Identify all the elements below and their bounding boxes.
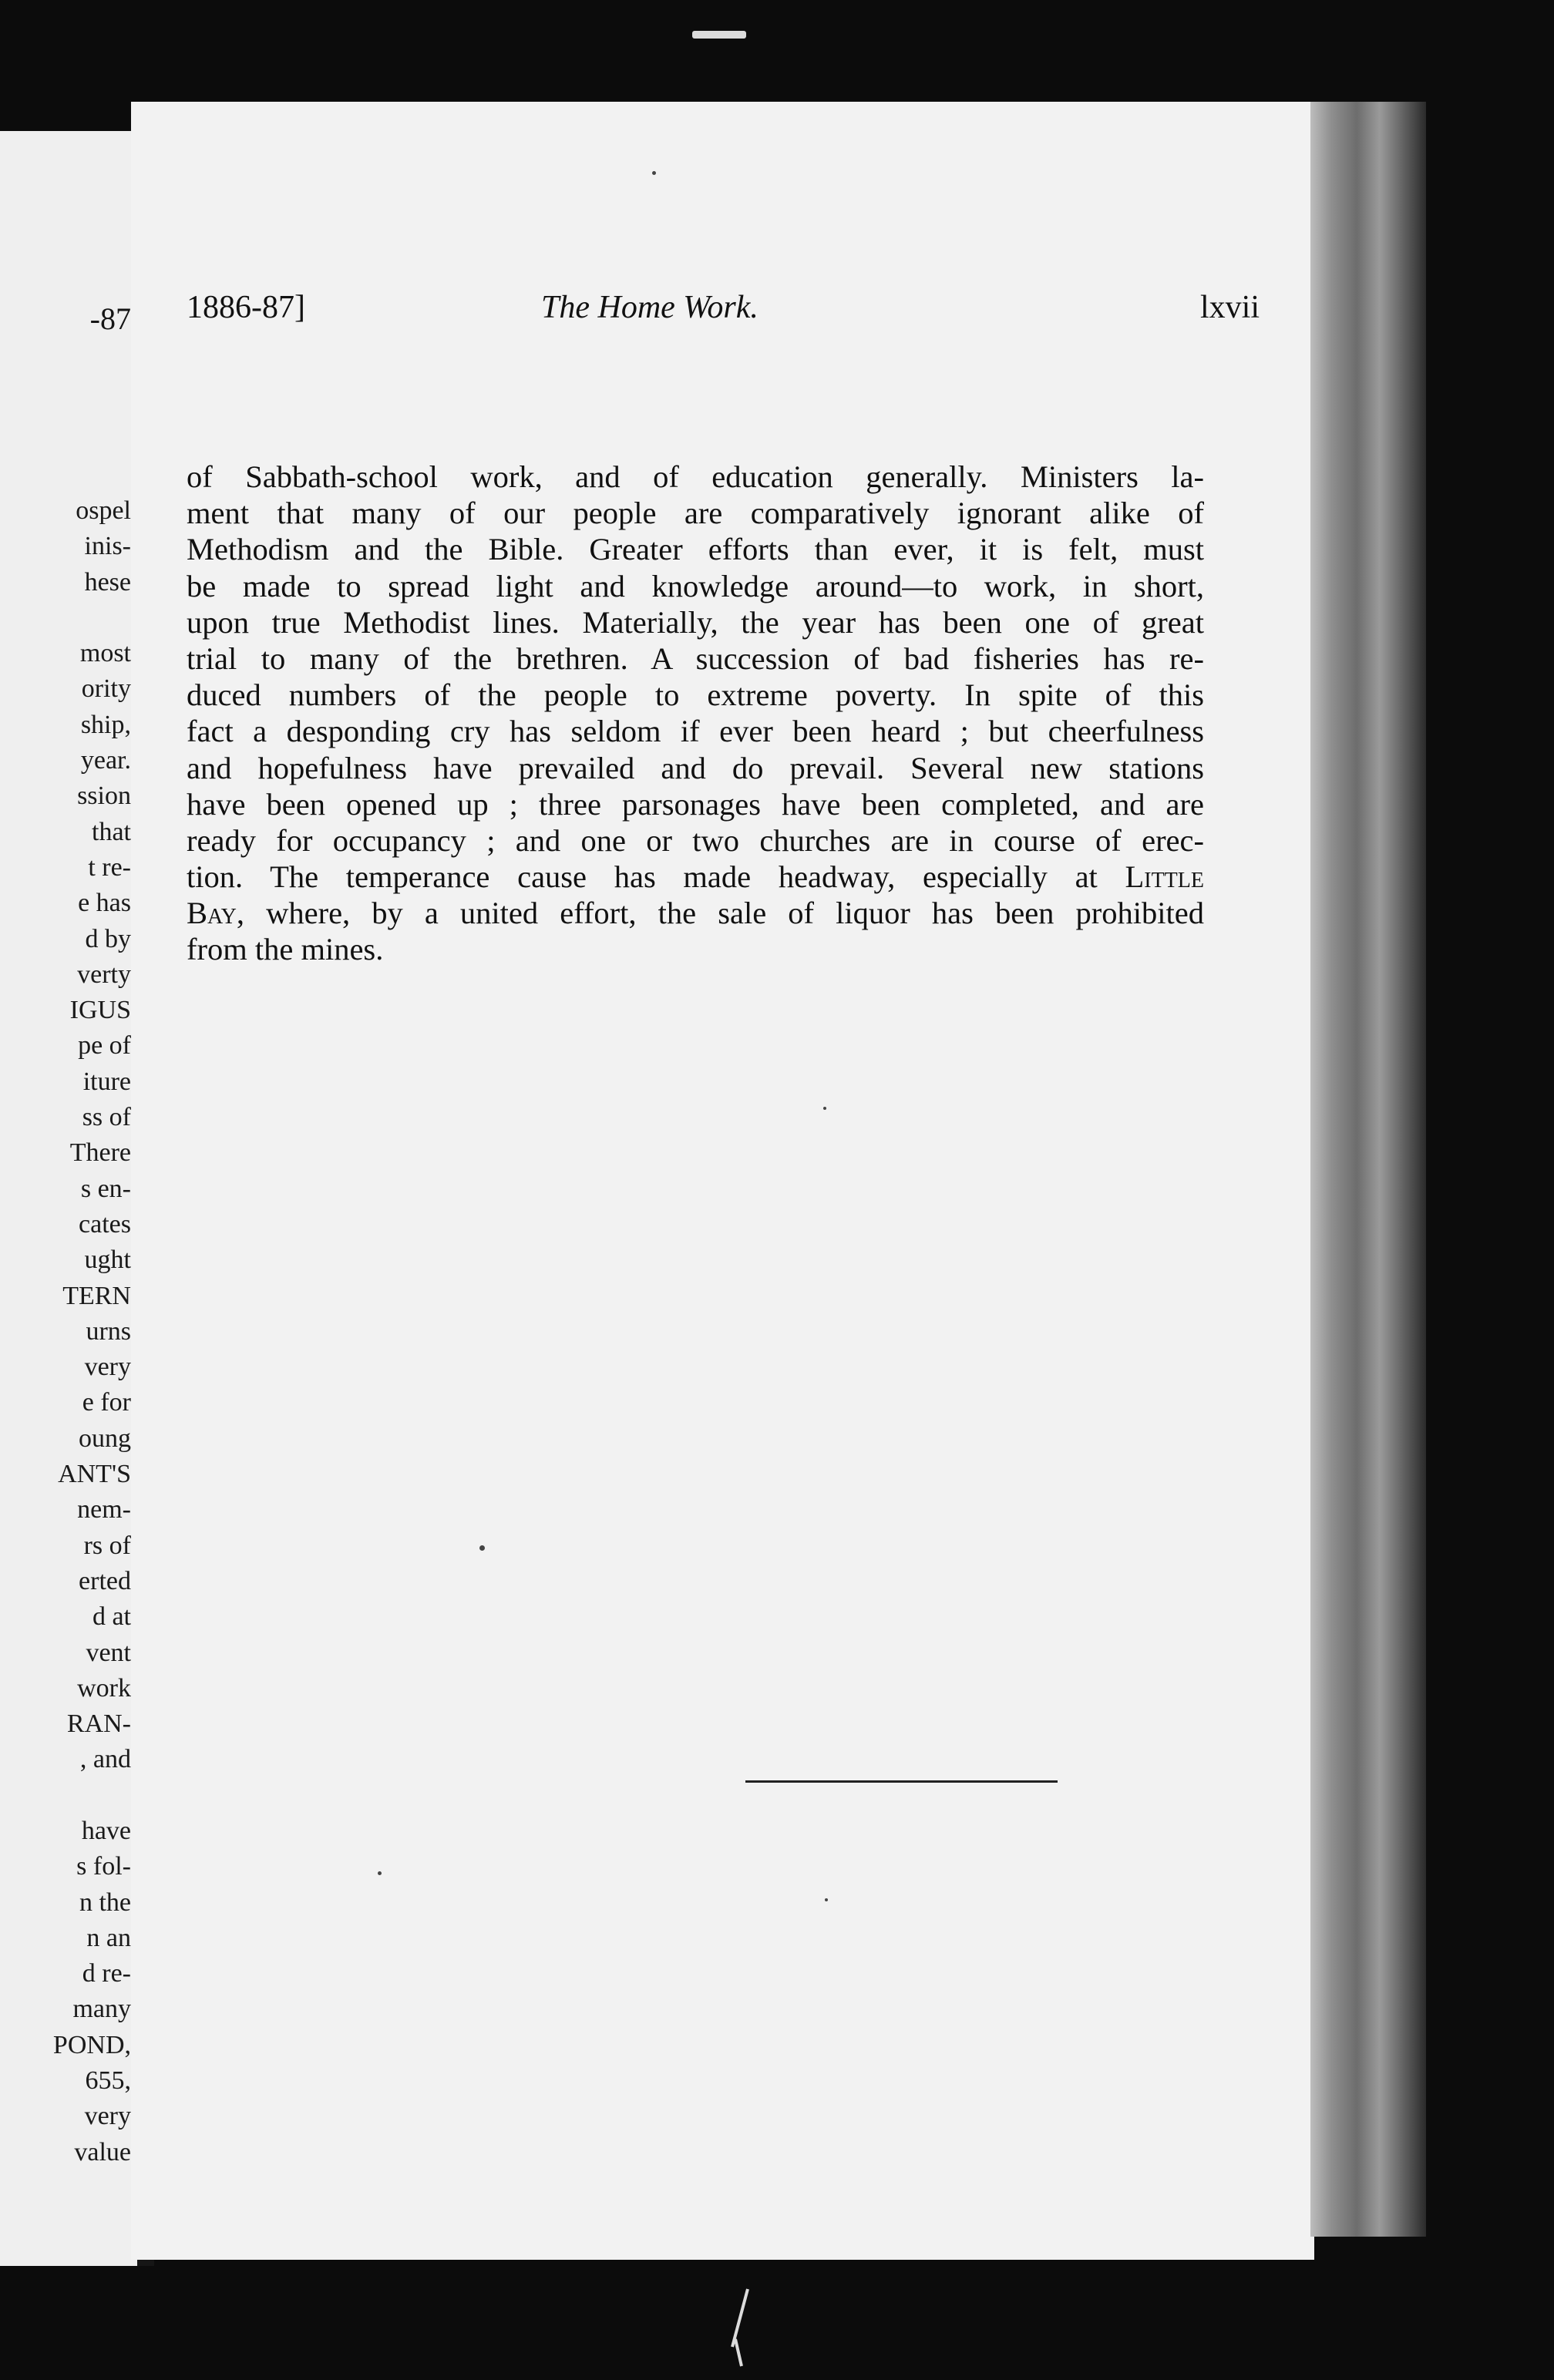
left-page-line-fragment: pe of [78,1031,131,1061]
text-line: Methodism and the Bible. Greater efforts than ever, it is felt, must [187,532,1204,567]
left-page-line-fragment: iture [82,1067,131,1096]
text-line-segment: tion. The temperance cause has made headway, especially at [187,859,1125,895]
left-page-line-fragment [53,600,131,636]
left-page-fragment [0,131,137,2266]
left-page-line-fragment: POND, [52,2030,131,2059]
place-name-little: Little [1125,859,1204,895]
left-page-line-fragment: cates [79,1209,131,1239]
left-page-line-fragment: oung [79,1424,131,1453]
left-page-line-fragment [53,1778,131,1814]
text-line: trial to many of the brethren. A succession of bad fisheries has re- [187,640,1204,676]
left-page-line-fragment: e for [82,1388,131,1417]
left-page-line-fragment: RAN- [66,1709,131,1739]
left-page-line-fragment: s en- [80,1174,131,1203]
dust-speck [378,1871,382,1875]
dust-speck [823,1107,826,1110]
running-head-years: 1886-87] [187,290,305,325]
left-page-line-fragment: TERN [62,1281,131,1310]
left-page-line-fragment: d by [85,924,131,953]
left-page-line-fragment: ught [84,1245,131,1275]
dust-speck [479,1545,485,1551]
left-page-line-fragment: ss of [82,1103,131,1132]
left-page-line-fragment: hese [84,567,131,597]
left-page-line-fragment: year. [80,746,131,775]
left-page-line-fragment: very [84,2102,131,2131]
left-page-line-fragment: urns [86,1316,131,1346]
left-page-line-fragment: work [77,1673,131,1703]
left-page-line-fragment: value [74,2137,131,2167]
body-paragraph [187,459,1204,968]
left-page-line-fragment: have [81,1816,131,1845]
text-line: ment that many of our people are comparatively ignorant alike of [187,496,1204,531]
left-page-line-fragment: many [72,1995,131,2024]
text-line-segment: , where, by a united effort, the sale of liquor has been prohibited [236,896,1204,931]
left-page-line-fragment: IGUS [69,996,131,1025]
left-page-line-fragment: 655, [85,2066,131,2096]
place-name-bay: Bay [187,896,237,931]
left-page-line-fragment: t re- [88,852,131,882]
left-page-line-fragment: inis- [84,532,131,561]
left-page-line-fragments [53,493,131,2170]
left-page-line-fragment: n an [86,1923,131,1952]
dust-speck [825,1898,828,1901]
left-page-line-fragment: n the [79,1888,131,1917]
scan-mark-top [692,31,746,39]
left-page-line-fragment: rs of [83,1531,131,1560]
left-page-line-fragment: nem- [77,1495,131,1524]
text-line [187,859,1204,895]
text-line: upon true Methodist lines. Materially, the year has been one of great [187,604,1204,640]
text-line: of Sabbath-school work, and of education generally. Ministers la- [187,459,1204,494]
page-content [187,289,1260,967]
left-page-line-fragment: ANT'S [58,1460,131,1489]
page-stack-edge [1310,102,1426,2237]
left-page-line-fragment: , and [79,1745,131,1774]
left-page-line-fragment: verty [77,960,131,989]
scan-mark-bottom [725,2285,771,2370]
left-page-line-fragment: erted [79,1566,131,1595]
page [131,102,1314,2260]
dust-speck [652,171,656,175]
left-page-line-fragment: most [79,639,131,668]
text-line: from the mines. [187,932,384,967]
left-page-line-fragment: ssion [77,782,131,811]
left-page-line-fragment: vent [86,1638,131,1667]
text-line [187,895,1204,931]
left-page-line-fragment: d re- [82,1959,131,1988]
left-page-line-fragment: s fol- [76,1852,131,1881]
text-line: have been opened up ; three parsonages have been completed, and are [187,786,1204,822]
left-page-line-fragment: very [84,1353,131,1382]
text-line: ready for occupancy ; and one or two churches are in course of erec- [187,822,1204,858]
left-page-line-fragment: d at [92,1602,131,1632]
page-number: lxvii [1199,290,1260,325]
left-page-header-fragment: -87 [89,301,131,336]
running-head-title: The Home Work. [541,290,758,325]
left-page-line-fragment: ship, [80,710,131,739]
left-page-line-fragment: that [92,817,131,846]
text-line: and hopefulness have prevailed and do prevail. Several new stations [187,750,1204,785]
running-head [187,289,1260,335]
section-rule [745,1780,1058,1783]
left-page-line-fragment: ority [81,674,131,704]
left-page-line-fragment: ospel [76,496,131,525]
left-page-line-fragment: e has [78,889,131,918]
left-page-line-fragment: There [69,1138,131,1168]
text-line: be made to spread light and knowledge around—to work, in short, [187,568,1204,603]
text-line: fact a desponding cry has seldom if ever been heard ; but cheerfulness [187,714,1204,749]
text-line: duced numbers of the people to extreme poverty. In spite of this [187,677,1204,713]
